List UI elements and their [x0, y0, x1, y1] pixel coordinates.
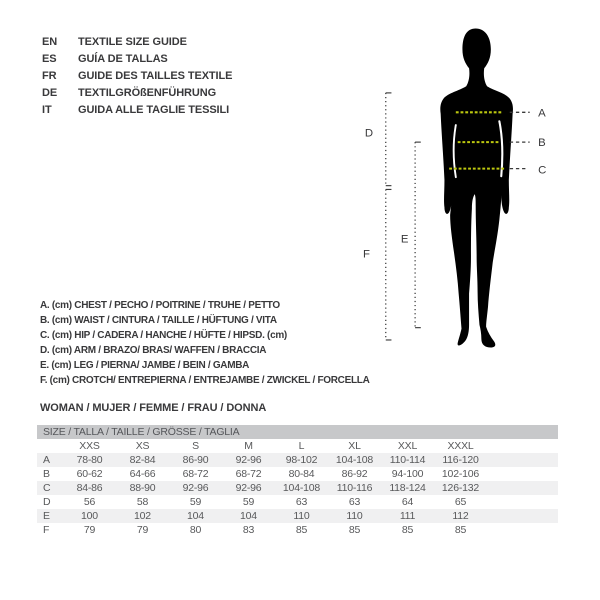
language-title: GUIDE DES TAILLES TEXTILE [78, 70, 233, 82]
size-value: 68-72 [235, 468, 262, 480]
size-value: 59 [189, 496, 202, 508]
size-value: 116-120 [442, 454, 479, 466]
size-value: 63 [295, 496, 308, 508]
language-row [42, 85, 232, 102]
legend-line-chest: A. (cm) CHEST / PECHO / POITRINE / TRUHE / PETTO [40, 300, 280, 311]
size-value: 79 [83, 524, 96, 536]
language-row [42, 102, 232, 119]
size-value: 104-108 [282, 482, 321, 494]
size-value: 110-114 [389, 454, 426, 466]
size-value: 94-100 [391, 468, 424, 480]
row-label: E [43, 510, 50, 522]
size-value: 92-96 [235, 454, 262, 466]
table-row [37, 467, 558, 481]
corner-cell [37, 439, 63, 453]
size-value: 88-90 [129, 482, 156, 494]
row-label: C [43, 482, 51, 494]
waist-label: B [538, 136, 546, 149]
filler-cell [487, 523, 558, 537]
size-value: 112 [452, 510, 469, 522]
legend-line-hip: C. (cm) HIP / CADERA / HANCHE / HÜFTE / HIPSD. (cm) [40, 330, 287, 341]
table-row [37, 509, 558, 523]
table-row [37, 453, 558, 467]
legend-line-leg: E. (cm) LEG / PIERNA/ JAMBE / BEIN / GAMBA [40, 360, 250, 371]
language-code: FR [42, 70, 57, 82]
size-column-header: XS [135, 440, 150, 452]
size-value: 65 [454, 496, 467, 508]
size-value: 58 [136, 496, 149, 508]
size-value: 85 [348, 524, 361, 536]
leg-label: E [400, 233, 409, 246]
filler-cell [487, 509, 558, 523]
row-label: B [43, 468, 50, 480]
size-value: 85 [401, 524, 414, 536]
language-row [42, 51, 232, 68]
language-row [42, 34, 232, 51]
size-value: 98-102 [285, 454, 318, 466]
size-value: 60-62 [76, 468, 103, 480]
size-value: 63 [348, 496, 361, 508]
size-value: 110 [346, 510, 363, 522]
size-value: 104-108 [335, 454, 374, 466]
hip-label: C [538, 164, 547, 177]
size-value: 83 [242, 524, 255, 536]
size-value: 64 [401, 496, 414, 508]
legend-line-arm: D. (cm) ARM / BRAZO/ BRAS/ WAFFEN / BRACCIA [40, 345, 267, 356]
size-value: 102 [134, 510, 151, 522]
size-column-header: XL [348, 440, 361, 452]
filler-cell [487, 453, 558, 467]
size-value: 68-72 [182, 468, 209, 480]
legend-line-crotch: F. (cm) CROTCH/ ENTREPIERNA / ENTREJAMBE / ZWICKEL / FORCELLA [40, 375, 370, 386]
size-value: 84-86 [76, 482, 103, 494]
size-value: 86-90 [182, 454, 209, 466]
section-title: WOMAN / MUJER / FEMME / FRAU / DONNA [40, 402, 267, 414]
row-label: F [43, 524, 50, 536]
filler-cell [487, 495, 558, 509]
measurement-legend [40, 298, 370, 388]
size-value: 100 [81, 510, 98, 522]
size-value: 85 [454, 524, 467, 536]
size-column-header: XXL [397, 440, 418, 452]
size-value: 85 [295, 524, 308, 536]
size-value: 64-66 [129, 468, 156, 480]
size-table-header-bar: SIZE / TALLA / TAILLE / GRÖSSE / TAGLIA [37, 425, 558, 439]
row-label: A [43, 454, 50, 466]
size-value: 82-84 [129, 454, 156, 466]
size-value: 56 [83, 496, 96, 508]
filler-cell [487, 467, 558, 481]
arm-label: D [364, 127, 374, 140]
size-value: 78-80 [76, 454, 103, 466]
size-table-section [37, 425, 558, 537]
size-value: 104 [240, 510, 257, 522]
size-column-header: XXS [79, 440, 100, 452]
size-value: 92-96 [182, 482, 209, 494]
size-value: 110 [293, 510, 310, 522]
size-table [37, 439, 558, 537]
size-value: 86-92 [341, 468, 368, 480]
language-code: IT [42, 104, 52, 116]
size-value: 126-132 [441, 482, 480, 494]
language-title: TEXTILE SIZE GUIDE [78, 36, 187, 48]
woman-silhouette [440, 29, 513, 348]
size-value: 110-116 [336, 482, 373, 494]
language-title: GUIDA ALLE TAGLIE TESSILI [78, 104, 230, 116]
size-column-header: XXXL [447, 440, 474, 452]
size-column-header: S [192, 440, 199, 452]
filler-cell [487, 439, 558, 453]
size-column-header-row [37, 439, 558, 453]
language-title: GUÍA DE TALLAS [78, 53, 168, 65]
language-title-list [42, 34, 232, 119]
size-value: 80-84 [288, 468, 315, 480]
size-column-header: L [298, 440, 305, 452]
size-value: 104 [187, 510, 204, 522]
table-row [37, 495, 558, 509]
size-value: 79 [136, 524, 149, 536]
language-code: EN [42, 36, 58, 48]
language-code: DE [42, 87, 58, 99]
chest-label: A [538, 107, 546, 120]
size-value: 59 [242, 496, 255, 508]
language-row [42, 68, 232, 85]
crotch-label: F [363, 248, 370, 261]
size-value: 80 [189, 524, 202, 536]
language-code: ES [42, 53, 57, 65]
legend-line-waist: B. (cm) WAIST / CINTURA / TAILLE / HÜFTUNG / VITA [40, 315, 277, 326]
row-label: D [43, 496, 51, 508]
size-value: 92-96 [235, 482, 262, 494]
size-value: 118-124 [389, 482, 426, 494]
language-title: TEXTILGRÖßENFÜHRUNG [78, 87, 217, 99]
size-value: 111 [399, 510, 416, 522]
size-column-header: M [244, 440, 253, 452]
table-row [37, 523, 558, 537]
table-row [37, 481, 558, 495]
filler-cell [487, 481, 558, 495]
size-value: 102-106 [441, 468, 480, 480]
